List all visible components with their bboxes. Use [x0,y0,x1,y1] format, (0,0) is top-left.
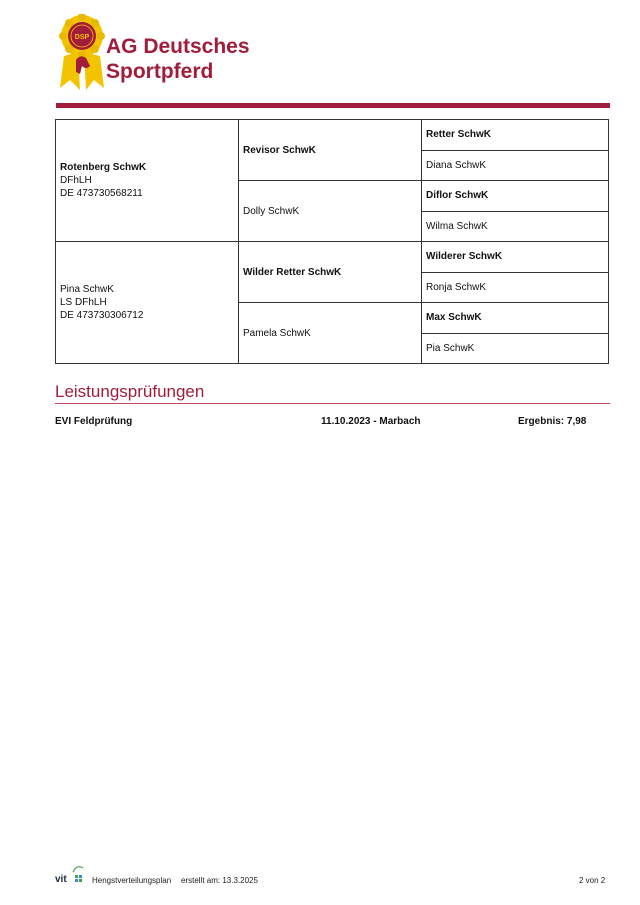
footer-page-number: 2 von 2 [579,876,606,885]
dam-dam-sire: Max SchwK [422,303,609,334]
header-divider [56,103,610,108]
brand-line-1: AG Deutsches [106,35,250,58]
sire-sire-dam: Diana SchwK [422,150,609,181]
sire-ueln: DE 473730568211 [60,188,143,199]
dam-sire-dam: Ronja SchwK [422,272,609,303]
dam-ueln: DE 473730306712 [60,310,144,321]
pedigree-table [55,119,609,364]
footer-created: erstellt am: 13.3.2025 [181,876,258,885]
dam-cell [56,242,239,364]
page-footer [55,862,615,888]
dam-dam-dam: Pia SchwK [422,333,609,364]
brand-name [106,34,250,84]
dam-breed: LS DFhLH [60,297,107,308]
brand-line-2: Sportpferd [106,60,214,83]
sire-dam-dam: Wilma SchwK [422,211,609,242]
sire-name: Rotenberg SchwK [60,162,147,173]
svg-text:DSP: DSP [74,34,90,41]
sire-cell [56,120,239,242]
section-divider [55,403,610,404]
footer-doc-name: Hengstverteilungsplan [92,876,172,885]
sire-dam: Dolly SchwK [239,181,422,242]
sire-sire-sire: Retter SchwK [422,120,609,151]
vit-logo-icon [55,862,89,884]
sire-breed: DFhLH [60,175,92,186]
exam-name: EVI Feldprüfung [55,416,133,427]
page-header [56,14,616,94]
dsp-rosette-logo-icon [56,14,108,92]
sire-sire: Revisor SchwK [239,120,422,181]
exam-date-place: 11.10.2023 - Marbach [321,416,421,427]
dam-dam: Pamela SchwK [239,303,422,364]
svg-text:vit: vit [55,874,67,884]
exam-result: Ergebnis: 7,98 [518,416,587,427]
dam-sire: Wilder Retter SchwK [239,242,422,303]
dam-name: Pina SchwK [60,284,114,295]
section-title-performance: Leistungsprüfungen [55,382,205,401]
sire-dam-sire: Diflor SchwK [422,181,609,212]
dam-sire-sire: Wilderer SchwK [422,242,609,273]
